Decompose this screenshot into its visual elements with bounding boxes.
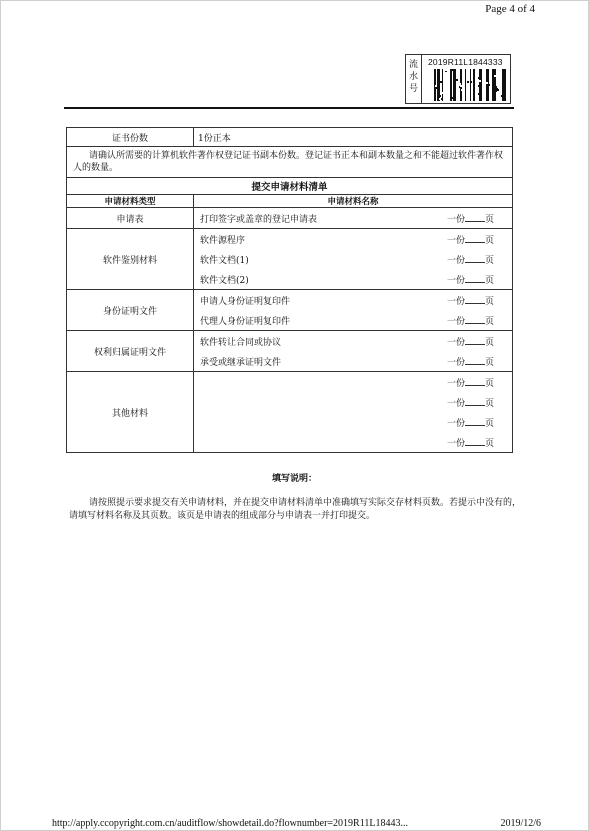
page-count-field [447,253,494,266]
count-prefix: 一份 [446,398,465,409]
page-count-blank [465,397,485,406]
application-table [66,127,513,453]
page-count-field [447,396,494,409]
page-count-blank [465,274,485,283]
category-items [194,290,513,331]
material-item [194,351,512,371]
count-suffix: 页 [484,316,494,327]
count-prefix: 一份 [446,214,465,225]
count-suffix: 页 [484,337,494,348]
category-items [194,229,513,290]
category-name: 其他材料 [67,372,194,453]
count-prefix: 一份 [446,235,465,246]
material-name: 软件源程序 [200,235,246,246]
notice-row [67,147,513,178]
header-name: 申请材料名称 [194,195,513,208]
instructions-text: 请按照提示要求提交有关申请材料，并在提交申请材料清单中准确填写实际交存材料页数。若提示中没有的，请填写材料名称及其页数。该页是申请表的组成部分与申请表一并打印提交。 [69,498,522,521]
material-name: 软件文档(1) [200,255,249,266]
cert-copies-label: 证书份数 [67,128,194,147]
page-count-blank [465,417,485,426]
footer-url: http://apply.ccopyright.com.cn/auditflow/showdetail.do?flownumber=2019R11L18443... [52,818,408,829]
serial-label: 流 水 号 [406,55,422,103]
category-items [194,372,513,453]
count-prefix: 一份 [446,378,465,389]
page-count-blank [465,234,485,243]
list-title-row [67,178,513,195]
page-count-field [447,314,494,327]
count-prefix: 一份 [446,357,465,368]
material-item [194,290,512,310]
count-suffix: 页 [484,275,494,286]
barcode-image [434,69,506,101]
page-count-field [447,212,494,225]
material-name: 承受或继承证明文件 [200,357,282,368]
count-suffix: 页 [484,235,494,246]
category-name: 申请表 [67,208,194,229]
page-count-field [447,416,494,429]
count-suffix: 页 [484,255,494,266]
page-count-blank [465,356,485,365]
category-items [194,208,513,229]
notice-text: 请确认所需要的计算机软件著作权登记证书副本份数。登记证书正本和副本数量之和不能超过软件著作权人的数量。 [67,147,513,178]
count-suffix: 页 [484,214,494,225]
material-item [194,310,512,330]
category-row [67,372,513,453]
count-suffix: 页 [484,378,494,389]
category-name: 软件鉴别材料 [67,229,194,290]
count-suffix: 页 [484,398,494,409]
count-suffix: 页 [484,418,494,429]
instructions-title: 填写说明： [271,474,317,484]
category-row [67,331,513,372]
page-count-blank [465,213,485,222]
material-name: 软件文档(2) [200,275,249,286]
count-prefix: 一份 [446,438,465,449]
page-count-field [447,273,494,286]
list-title: 提交申请材料清单 [67,178,513,195]
serial-number-box [405,54,511,104]
material-name: 代理人身份证明复印件 [200,316,291,327]
page-count-blank [465,295,485,304]
header-rule [64,107,514,109]
page-count-field [447,335,494,348]
serial-number: 2019R11L1844333 [428,57,503,67]
material-item [194,269,512,289]
count-prefix: 一份 [446,275,465,286]
category-items [194,331,513,372]
cert-copies-row [67,128,513,147]
page-count-blank [465,336,485,345]
page-count-blank [465,254,485,263]
page-count-field [447,376,494,389]
count-suffix: 页 [484,438,494,449]
page-count-blank [465,377,485,386]
material-item [194,372,512,392]
list-header-row [67,195,513,208]
material-name: 软件转让合同或协议 [200,337,282,348]
count-prefix: 一份 [446,255,465,266]
cert-copies-value: 1份正本 [194,128,513,147]
count-prefix: 一份 [446,296,465,307]
material-item [194,412,512,432]
category-name: 权利归属证明文件 [67,331,194,372]
footer-date: 2019/12/6 [500,818,541,829]
count-suffix: 页 [484,357,494,368]
page-count-field [447,294,494,307]
category-row [67,290,513,331]
category-row [67,208,513,229]
count-prefix: 一份 [446,418,465,429]
material-item [194,249,512,269]
page-count-field [447,233,494,246]
material-item [194,208,512,228]
material-item [194,331,512,351]
count-prefix: 一份 [446,316,465,327]
category-name: 身份证明文件 [67,290,194,331]
material-item [194,229,512,249]
count-prefix: 一份 [446,337,465,348]
page-number: Page 4 of 4 [485,3,535,15]
count-suffix: 页 [484,296,494,307]
category-row [67,229,513,290]
material-item [194,432,512,452]
page-count-field [447,436,494,449]
material-item [194,392,512,412]
header-category: 申请材料类型 [67,195,194,208]
page-count-field [447,355,494,368]
material-name: 打印签字或盖章的登记申请表 [200,214,318,225]
page-count-blank [465,315,485,324]
page-count-blank [465,437,485,446]
material-name: 申请人身份证明复印件 [200,296,291,307]
